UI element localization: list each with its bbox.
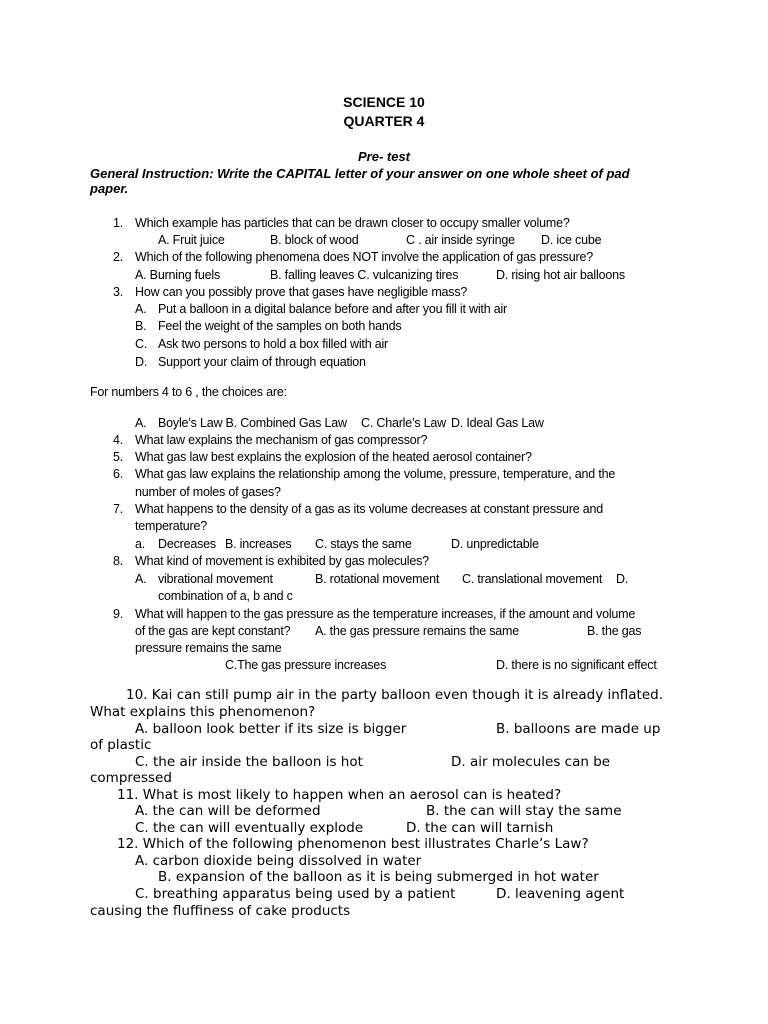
q10-choice-c: C. the air inside the balloon is hot (135, 754, 363, 770)
q11-text: 11. What is most likely to happen when an aerosol can is heated? (117, 787, 562, 803)
q6-text-cont: number of moles of gases? (135, 485, 281, 499)
q9-number: 9. (113, 607, 124, 621)
q8-choice-a: vibrational movement (158, 572, 273, 586)
q7-text: What happens to the density of a gas as its volume decreases at constant pressure and (135, 502, 604, 516)
q3-choice-d: Support your claim of through equation (158, 355, 366, 369)
q7-text-cont: temperature? (135, 519, 207, 533)
q3-choice-b: Feel the weight of the samples on both hands (158, 319, 402, 333)
q7-choice-b: B. increases (225, 537, 292, 551)
q3-choice-a-letter: A. (135, 302, 147, 316)
q10-text: 10. Kai can still pump air in the party balloon even though it is already inflated. (126, 687, 664, 703)
q1-choice-d: D. ice cube (541, 233, 602, 247)
q6-text: What gas law explains the relationship among the volume, pressure, temperature, and the (135, 467, 616, 481)
general-instruction: General Instruction: Write the CAPITAL letter of your answer on one whole sheet of pad (90, 166, 630, 181)
q7-choice-c: C. stays the same (315, 537, 412, 551)
q8-choice-a-letter: A. (135, 572, 147, 586)
q9-text: What will happen to the gas pressure as the temperature increases, if the amount and volume (135, 607, 636, 621)
q5-text: What gas law best explains the explosion of the heated aerosol container? (135, 450, 532, 464)
q2-choice-d: D. rising hot air balloons (496, 268, 625, 282)
subject-title: SCIENCE 10 (343, 94, 425, 110)
q9-choice-b: B. the gas (587, 624, 642, 638)
q1-choice-b: B. block of wood (270, 233, 359, 247)
q9-choice-c: C.The gas pressure increases (225, 658, 387, 672)
q1-text: Which example has particles that can be drawn closer to occupy smaller volume? (135, 216, 570, 230)
q1-number: 1. (113, 216, 124, 230)
q10-choice-b: B. balloons are made up (496, 721, 661, 737)
q2-text: Which of the following phenomena does NOT involve the application of gas pressure? (135, 250, 593, 264)
q8-choice-d: D. (616, 572, 629, 586)
q10-choice-d-cont: compressed (90, 770, 172, 786)
q3-choice-a: Put a balloon in a digital balance before and after you fill it with air (158, 302, 508, 316)
q11-choice-d: D. the can will tarnish (406, 820, 554, 836)
group-4-6-choice-d: D. Ideal Gas Law (451, 416, 544, 430)
test-name: Pre- test (357, 149, 411, 164)
group-4-6-choice-c: C. Charle’s Law (361, 416, 447, 430)
q12-choice-d-cont: causing the fluffiness of cake products (90, 903, 351, 919)
q3-choice-b-letter: B. (135, 319, 147, 333)
q10-text-cont: What explains this phenomenon? (90, 704, 316, 720)
q3-choice-d-letter: D. (135, 355, 148, 369)
q9-choice-d: D. there is no significant effect (496, 658, 657, 672)
q7-number: 7. (113, 502, 124, 516)
q2-choice-a: A. Burning fuels (135, 268, 221, 282)
q12-choice-b: B. expansion of the balloon as it is being submerged in hot water (158, 869, 599, 885)
q8-choice-b: B. rotational movement (315, 572, 440, 586)
q6-number: 6. (113, 467, 124, 481)
q11-choice-a: A. the can will be deformed (135, 803, 321, 819)
q9-choice-a: A. the gas pressure remains the same (315, 624, 520, 638)
q5-number: 5. (113, 450, 124, 464)
q1-choice-a: A. Fruit juice (158, 233, 225, 247)
q3-text: How can you possibly prove that gases have negligible mass? (135, 285, 468, 299)
q10-choice-d: D. air molecules can be (451, 754, 611, 770)
q3-choice-c: Ask two persons to hold a box filled with air (158, 337, 389, 351)
q7-choice-a: Decreases (158, 537, 216, 551)
q3-choice-c-letter: C. (135, 337, 148, 351)
q3-number: 3. (113, 285, 124, 299)
q8-choice-c: C. translational movement (462, 572, 603, 586)
q2-number: 2. (113, 250, 124, 264)
q7-choice-d: D. unpredictable (451, 537, 539, 551)
q12-choice-d: D. leavening agent (496, 886, 625, 902)
q12-choice-a: A. carbon dioxide being dissolved in water (135, 853, 422, 869)
general-instruction-cont: paper. (90, 181, 129, 196)
q12-text: 12. Which of the following phenomenon best illustrates Charle’s Law? (117, 836, 589, 852)
quarter-title: QUARTER 4 (343, 113, 425, 129)
group-4-6-intro: For numbers 4 to 6 , the choices are: (90, 385, 287, 399)
q12-choice-c: C. breathing apparatus being used by a patient (135, 886, 456, 902)
q1-choice-c: C . air inside syringe (406, 233, 515, 247)
q2-choice-bc: B. falling leaves C. vulcanizing tires (270, 268, 459, 282)
group-4-6-choice-a-letter: A. (135, 416, 147, 430)
q11-choice-c: C. the can will eventually explode (135, 820, 364, 836)
q8-text: What kind of movement is exhibited by gas molecules? (135, 554, 429, 568)
q10-choice-b-cont: of plastic (90, 737, 152, 753)
q9-choice-b-cont: pressure remains the same (135, 641, 282, 655)
q11-choice-b: B. the can will stay the same (426, 803, 622, 819)
q9-text-cont: of the gas are kept constant? (135, 624, 291, 638)
q8-number: 8. (113, 554, 124, 568)
q4-text: What law explains the mechanism of gas compressor? (135, 433, 428, 447)
group-4-6-choice-ab: Boyle’s Law B. Combined Gas Law (158, 416, 347, 430)
q4-number: 4. (113, 433, 124, 447)
q10-choice-a: A. balloon look better if its size is bigger (135, 721, 407, 737)
q8-choice-d-cont: combination of a, b and c (158, 589, 293, 603)
q7-choice-a-letter: a. (135, 537, 146, 551)
